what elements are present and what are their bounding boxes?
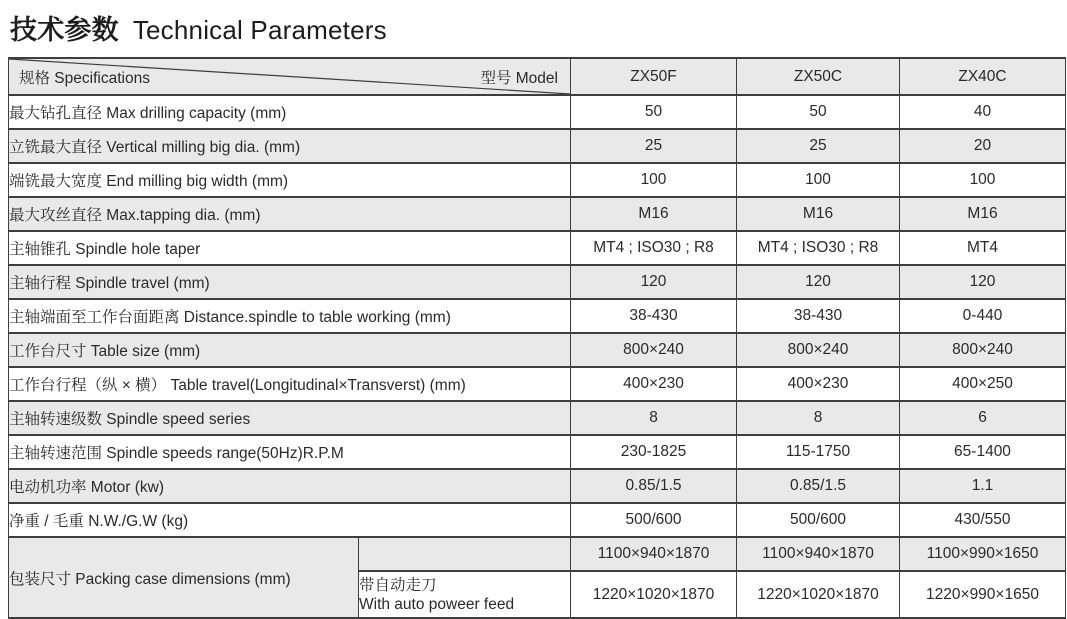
value-cell: 120 <box>571 265 737 299</box>
packing-label-cell: 包装尺寸 Packing case dimensions (mm) <box>9 537 359 618</box>
value-cell: 50 <box>571 95 737 129</box>
value-cell: 1220×1020×1870 <box>737 571 900 618</box>
spec-label-cell: 主轴行程 Spindle travel (mm) <box>9 265 571 299</box>
auto-feed-label-english: With auto poweer feed <box>359 595 515 613</box>
auto-feed-label-chinese: 带自动走刀 <box>359 576 437 594</box>
value-cell: M16 <box>737 197 900 231</box>
value-cell: 38-430 <box>571 299 737 333</box>
value-cell: 0.85/1.5 <box>737 469 900 503</box>
table-row <box>9 333 1066 367</box>
spec-label-cell: 最大钻孔直径 Max drilling capacity (mm) <box>9 95 571 129</box>
table-row <box>9 129 1066 163</box>
value-cell: 50 <box>737 95 900 129</box>
model-column-header: ZX40C <box>900 58 1066 95</box>
packing-auto-feed-sublabel-cell <box>359 571 571 618</box>
value-cell: 0-440 <box>900 299 1066 333</box>
value-cell: 20 <box>900 129 1066 163</box>
table-row <box>9 401 1066 435</box>
spec-label-cell: 主轴锥孔 Spindle hole taper <box>9 231 571 265</box>
header-row <box>9 58 1066 95</box>
value-cell: 430/550 <box>900 503 1066 537</box>
value-cell: 120 <box>737 265 900 299</box>
value-cell: 500/600 <box>571 503 737 537</box>
model-column-header: ZX50C <box>737 58 900 95</box>
value-cell: MT4 <box>900 231 1066 265</box>
value-cell: 1100×990×1650 <box>900 537 1066 571</box>
value-cell: 230-1825 <box>571 435 737 469</box>
value-cell: MT4 ; ISO30 ; R8 <box>737 231 900 265</box>
spec-label-cell: 主轴转速级数 Spindle speed series <box>9 401 571 435</box>
value-cell: M16 <box>571 197 737 231</box>
page-title <box>10 8 387 47</box>
value-cell: 0.85/1.5 <box>571 469 737 503</box>
spec-label-cell: 主轴端面至工作台面距离 Distance.spindle to table working (mm) <box>9 299 571 333</box>
packing-standard-sublabel-cell <box>359 537 571 571</box>
model-header-label: 型号 Model <box>480 69 558 87</box>
value-cell: 800×240 <box>737 333 900 367</box>
page-title-english: Technical Parameters <box>132 15 387 45</box>
value-cell: 25 <box>571 129 737 163</box>
value-cell: 65-1400 <box>900 435 1066 469</box>
spec-label-cell: 最大攻丝直径 Max.tapping dia. (mm) <box>9 197 571 231</box>
value-cell: 8 <box>737 401 900 435</box>
spec-label-cell: 主轴转速范围 Spindle speeds range(50Hz)R.P.M <box>9 435 571 469</box>
value-cell: 38-430 <box>737 299 900 333</box>
table-row <box>9 469 1066 503</box>
value-cell: 100 <box>571 163 737 197</box>
value-cell: 100 <box>737 163 900 197</box>
spec-label-cell: 净重 / 毛重 N.W./G.W (kg) <box>9 503 571 537</box>
spec-label-cell: 工作台行程（纵 × 横） Table travel(Longitudinal×Transverst) (mm) <box>9 367 571 401</box>
page-title-chinese: 技术参数 <box>10 15 119 45</box>
value-cell: 8 <box>571 401 737 435</box>
table-row <box>9 265 1066 299</box>
value-cell: 400×230 <box>571 367 737 401</box>
value-cell: 120 <box>900 265 1066 299</box>
table-row <box>9 367 1066 401</box>
value-cell: 100 <box>900 163 1066 197</box>
technical-parameters-table <box>8 57 1066 619</box>
value-cell: 1220×1020×1870 <box>571 571 737 618</box>
table-row <box>9 197 1066 231</box>
table-row <box>9 95 1066 129</box>
table-row <box>9 231 1066 265</box>
corner-wrap <box>9 59 570 94</box>
spec-header-label: 规格 Specifications <box>19 69 150 87</box>
value-cell: 400×230 <box>737 367 900 401</box>
value-cell: 400×250 <box>900 367 1066 401</box>
spec-label-cell: 端铣最大宽度 End milling big width (mm) <box>9 163 571 197</box>
value-cell: 800×240 <box>571 333 737 367</box>
value-cell: 6 <box>900 401 1066 435</box>
table-row <box>9 299 1066 333</box>
value-cell: 1220×990×1650 <box>900 571 1066 618</box>
spec-label-cell: 工作台尺寸 Table size (mm) <box>9 333 571 367</box>
value-cell: 40 <box>900 95 1066 129</box>
table-row <box>9 503 1066 537</box>
model-column-header: ZX50F <box>571 58 737 95</box>
value-cell: 1100×940×1870 <box>737 537 900 571</box>
value-cell: 115-1750 <box>737 435 900 469</box>
value-cell: MT4 ; ISO30 ; R8 <box>571 231 737 265</box>
value-cell: 500/600 <box>737 503 900 537</box>
value-cell: 1.1 <box>900 469 1066 503</box>
value-cell: 800×240 <box>900 333 1066 367</box>
packing-row-standard <box>9 537 1066 571</box>
spec-label-cell: 立铣最大直径 Vertical milling big dia. (mm) <box>9 129 571 163</box>
table-row <box>9 163 1066 197</box>
value-cell: 25 <box>737 129 900 163</box>
table-row <box>9 435 1066 469</box>
spec-label-cell: 电动机功率 Motor (kw) <box>9 469 571 503</box>
value-cell: 1100×940×1870 <box>571 537 737 571</box>
spec-model-corner-cell <box>9 58 571 95</box>
value-cell: M16 <box>900 197 1066 231</box>
